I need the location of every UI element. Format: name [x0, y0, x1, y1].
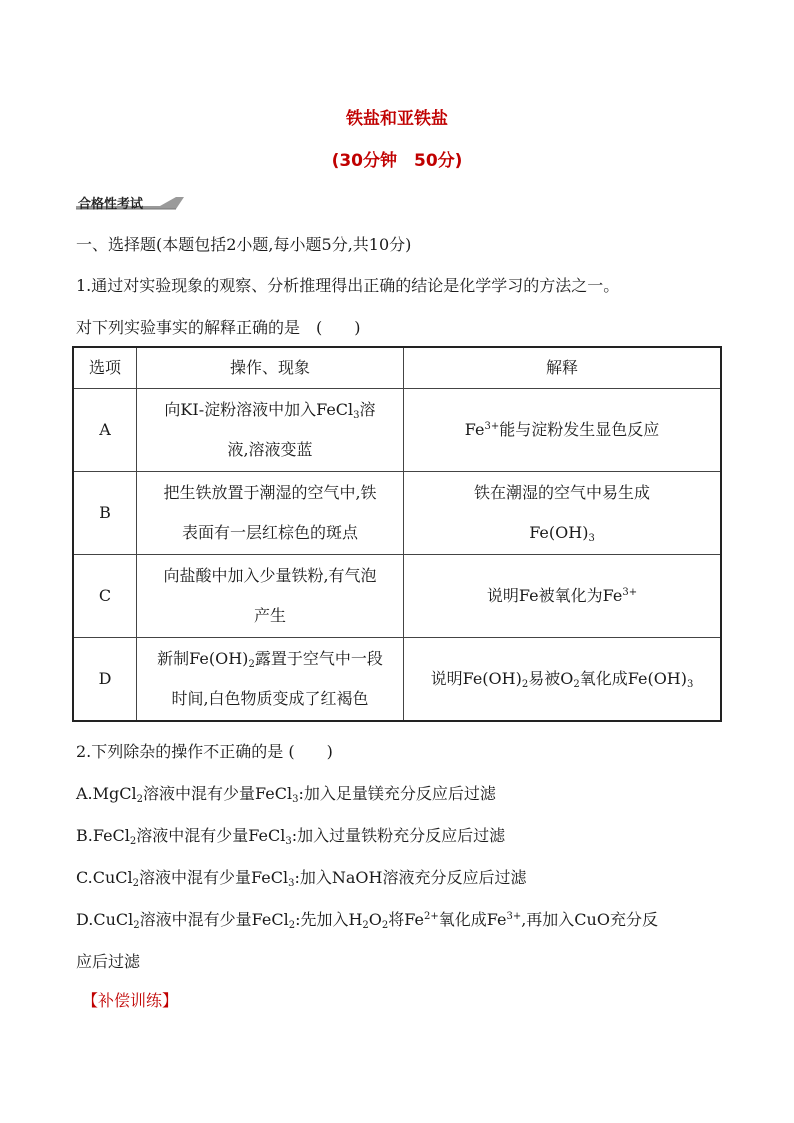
section-tag-label: 合格性考试 — [78, 197, 144, 212]
operation-cell — [137, 389, 404, 472]
section-tag — [76, 193, 184, 211]
operation-text: 溶 — [359, 400, 376, 419]
explanation-text: Fe — [464, 420, 485, 439]
table-header-option: 选项 — [73, 347, 137, 389]
table-header-explanation: 解释 — [404, 347, 722, 389]
table-header-row — [73, 347, 721, 389]
subscript: 2 — [381, 920, 389, 931]
option-text: ,再加入CuO充分反 — [521, 910, 658, 929]
option-text: 溶液中混有少量FeCl — [139, 868, 289, 887]
question-2-option-a — [76, 781, 496, 804]
table-row — [73, 472, 721, 555]
subscript: 2 — [133, 920, 140, 931]
question-1-line-2: 对下列实验事实的解释正确的是 ( ) — [76, 318, 361, 337]
question-2-option-d-line-2: 应后过滤 — [76, 952, 141, 971]
explanation-text: 铁在潮湿的空气中易生成 — [473, 483, 650, 502]
explanation-cell — [404, 638, 722, 722]
operation-text: 向KI-淀粉溶液中加入FeCl — [164, 400, 354, 419]
explanation-text: 能与淀粉发生显色反应 — [499, 420, 660, 439]
subscript: 3 — [288, 878, 295, 889]
subscript: 3 — [588, 533, 595, 544]
option-text: 溶液中混有少量FeCl — [139, 910, 289, 929]
option-text: 溶液中混有少量FeCl — [136, 826, 286, 845]
answer-table — [72, 346, 722, 722]
option-text: 氧化成Fe — [438, 910, 507, 929]
operation-text: 把生铁放置于潮湿的空气中,铁 — [163, 483, 377, 502]
option-text: B.FeCl — [76, 826, 130, 845]
operation-text: 表面有一层红棕色的斑点 — [181, 523, 358, 542]
option-text: 将Fe — [388, 910, 424, 929]
explanation-text: 说明Fe被氧化为Fe — [486, 586, 623, 605]
explanation-text: 易被O — [528, 669, 574, 688]
explanation-cell — [404, 555, 722, 638]
operation-text: 时间,白色物质变成了红褐色 — [171, 689, 369, 708]
table-row — [73, 555, 721, 638]
option-text: :加入NaOH溶液充分反应后过滤 — [294, 868, 527, 887]
operation-text: 向盐酸中加入少量铁粉,有气泡 — [163, 566, 377, 585]
subscript: 2 — [288, 920, 296, 931]
operation-cell — [137, 555, 404, 638]
explanation-text: 说明Fe(OH) — [430, 669, 522, 688]
subscript: 2 — [573, 679, 580, 690]
subscript: 2 — [136, 794, 143, 805]
option-cell: C — [73, 555, 137, 638]
question-2-option-d — [76, 907, 658, 930]
table-row — [73, 389, 721, 472]
table-row — [73, 638, 721, 722]
operation-cell — [137, 638, 404, 722]
operation-text: 产生 — [253, 606, 286, 625]
subscript: 2 — [129, 836, 137, 847]
option-text: O — [368, 910, 382, 929]
option-text: A.MgCl — [76, 784, 137, 803]
superscript: 2+ — [424, 911, 439, 922]
option-text: :加入过量铁粉充分反应后过滤 — [291, 826, 506, 845]
operation-text: 液,溶液变蓝 — [227, 440, 313, 459]
option-text: :先加入H — [295, 910, 363, 929]
option-text: :加入足量镁充分反应后过滤 — [298, 784, 496, 803]
question-1-line-1: 1.通过对实验现象的观察、分析推理得出正确的结论是化学学习的方法之一。 — [76, 276, 620, 295]
question-2-option-b — [76, 823, 505, 846]
option-cell: D — [73, 638, 137, 722]
operation-text: 新制Fe(OH) — [157, 649, 249, 668]
question-2-option-c — [76, 865, 527, 888]
option-cell: B — [73, 472, 137, 555]
explanation-text: Fe(OH) — [529, 523, 589, 542]
option-text: C.CuCl — [76, 868, 133, 887]
operation-cell — [137, 472, 404, 555]
option-cell: A — [73, 389, 137, 472]
table-header-operation: 操作、现象 — [137, 347, 404, 389]
operation-text: 露置于空气中一段 — [254, 649, 383, 668]
option-text: D.CuCl — [76, 910, 134, 929]
subscript: 3 — [687, 679, 694, 690]
question-2-stem: 2.下列除杂的操作不正确的是 ( ) — [76, 742, 333, 761]
page-title: 铁盐和亚铁盐 — [346, 109, 448, 129]
explanation-cell — [404, 472, 722, 555]
supplement-heading: 【补偿训练】 — [82, 991, 179, 1010]
superscript: 3+ — [484, 421, 500, 432]
section-heading: 一、选择题(本题包括2小题,每小题5分,共10分) — [76, 235, 412, 254]
subscript: 3 — [353, 410, 360, 421]
subscript: 2 — [132, 878, 140, 889]
option-text: 溶液中混有少量FeCl — [143, 784, 293, 803]
explanation-text: 氧化成Fe(OH) — [579, 669, 688, 688]
subscript: 2 — [248, 659, 255, 670]
explanation-cell — [404, 389, 722, 472]
subscript: 3 — [285, 836, 292, 847]
page-subtitle: (30分钟 50分) — [331, 151, 463, 171]
superscript: 3+ — [506, 911, 522, 922]
superscript: 3+ — [622, 587, 638, 598]
subscript: 2 — [362, 920, 369, 931]
subscript: 3 — [292, 794, 299, 805]
subscript: 2 — [521, 679, 529, 690]
